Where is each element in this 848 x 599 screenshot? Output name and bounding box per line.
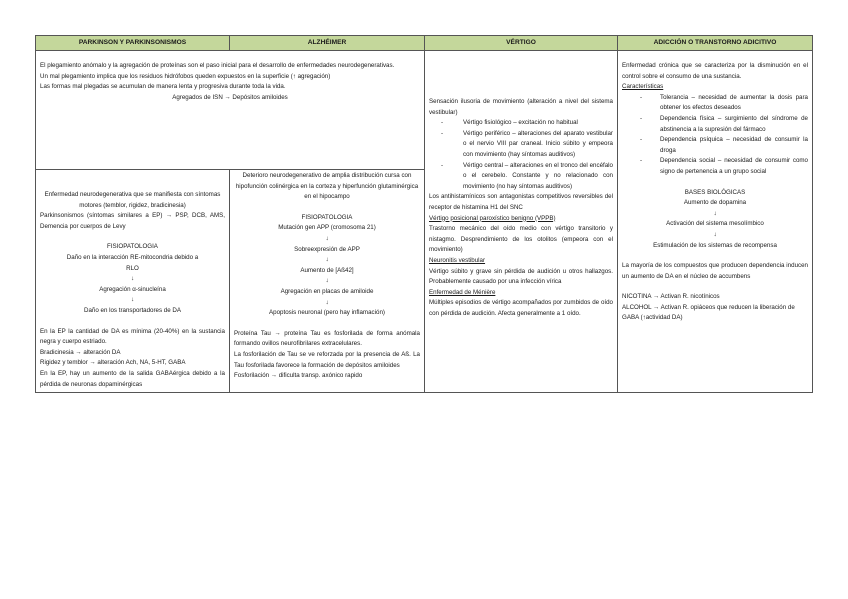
- adiccion-nicotina: NICOTINA → Activan R. nicotínicos: [622, 293, 720, 301]
- caracteristicas-title: Características: [622, 83, 664, 91]
- alzheimer-tau-3: Fosforilación → dificulta transp. axónico rapido: [234, 372, 363, 380]
- alzheimer-fisio-step-1: Mutación gen APP (cromosoma 21): [278, 224, 376, 232]
- shared-paragraph-4: Agregados de ISN → Depósitos amiloides: [172, 93, 288, 101]
- alzheimer-cell: [230, 170, 425, 393]
- parkinsonismos-text: Parkinsonismos (síntomas similares a EP) → PSP, DCB, AMS, Demencia por cuerpos de Levy: [40, 212, 225, 230]
- list-item: - Dependencia psíquica – necesidad de consumir la droga: [660, 135, 808, 156]
- list-item: - Vértigo periférico – alteraciones del aparato vestibular o el nervio VIII par craneal. Inicio súbito y empeora con movimiento (hay síntomas auditivos): [463, 129, 613, 161]
- vertigo-cell: [425, 51, 618, 393]
- header-vertigo: VÉRTIGO: [425, 36, 618, 51]
- neuronitis-title: Neuronitis vestibular: [429, 256, 486, 264]
- list-item: - Dependencia social – necesidad de consumir como signo de pertenencia a un grupo social: [660, 156, 808, 177]
- alzheimer-intro: Deterioro neurodegenerativo de amplia distribución cursa con hipofunción colinérgica en la corteza y hiperfunción glutaminérgica en el hipocampo: [235, 172, 419, 201]
- bases-step-2: Activación del sistema mesolímbico: [666, 220, 764, 228]
- adiccion-mayoria: La mayoría de los compuestos que producen dependencia inducen un aumento de DA en el núcleo de accumbens: [622, 262, 808, 280]
- list-item: - Dependencia física – surgimiento del síndrome de abstinencia a la supresión del fármaco: [660, 114, 808, 135]
- down-arrow: ↓: [130, 296, 135, 304]
- shared-paragraph-1: El plegamiento anómalo y la agregación de proteínas son el paso inicial para el desarrollo de enfermedades neurodegenerativas.: [40, 62, 395, 69]
- down-arrow: ↓: [130, 275, 135, 283]
- shared-intro-cell: [36, 51, 425, 170]
- comparison-table: [35, 35, 813, 393]
- bases-step-3: Estimulación de los sistemas de recompensa: [653, 241, 777, 249]
- bases-title: BASES BIOLÓGICAS: [684, 188, 746, 196]
- down-arrow: ↓: [713, 230, 717, 238]
- parkinson-fisio-title: FISIOPATOLOGIA: [107, 243, 158, 251]
- content-row-1: [36, 51, 813, 170]
- header-row: [36, 36, 813, 51]
- parkinson-ep-2: Bradicinesia → alteración DA: [40, 348, 121, 356]
- down-arrow: ↓: [713, 209, 717, 217]
- vertigo-intro: Sensación ilusoria de movimiento (alteración a nivel del sistema vestibular): [429, 98, 613, 116]
- parkinson-cell: [36, 170, 230, 393]
- meniere-title: Enfermedad de Ménière: [429, 288, 496, 296]
- parkinson-fisio-step-4: Daño en los transportadores de DA: [84, 306, 181, 314]
- parkinson-ep-1: En la EP la cantidad de DA es mínima (20-40%) en la sustancia negra y cuerpo estriado.: [40, 327, 225, 346]
- neuronitis-text: Vértigo súbito y grave sin pérdida de audición u otros hallazgos. Probablemente causado por una infección vírica: [429, 267, 613, 286]
- parkinson-fisio-step-2: RLO: [126, 264, 139, 272]
- parkinson-fisio-step-1: Daño en la interacción RE-mitocondria debido a: [66, 253, 199, 261]
- shared-paragraph-3: Las formas mal plegadas se acumulan de manera lenta y progresiva durante toda la vida.: [40, 83, 286, 91]
- down-arrow: ↓: [325, 298, 329, 306]
- list-item: - Vértigo central – alteraciones en el tronco del encéfalo o el cerebelo. Constante y no relacionado con movimiento (no hay síntomas auditivos): [463, 161, 613, 193]
- meniere-text: Múltiples episodios de vértigo acompañados por zumbidos de oído con pérdida de audición. Afecta generalmente a 1 oído.: [429, 299, 613, 317]
- alzheimer-fisio-step-5: Apoptosis neuronal (pero hay inflamación): [269, 309, 385, 317]
- alzheimer-fisio-title: FISIOPATOLOGIA: [301, 213, 353, 221]
- vppb-title: Vértigo posicional paroxístico benigno (VPPB): [429, 214, 556, 222]
- alzheimer-tau-1: Proteína Tau → proteína Tau es fosforilada de forma anómala formando ovillos neurofibrilares extracelulares.: [234, 329, 420, 348]
- vertigo-types-list: [429, 118, 613, 192]
- parkinson-fisio-step-3: Agregación α-sinucleína: [99, 285, 166, 293]
- down-arrow: ↓: [325, 277, 329, 285]
- alzheimer-fisio-step-4: Agregación en placas de amiloide: [280, 287, 374, 295]
- adiccion-alcohol: ALCOHOL → Activan R. opiáceos que reducen la liberación de GABA (↑actividad DA): [622, 303, 795, 322]
- header-adiccion: ADICCIÓN O TRANSTORNO ADICITIVO: [618, 36, 813, 51]
- shared-paragraph-2: Un mal plegamiento implica que los residuos hidrófobos queden expuestos en la superficie (↑ agregación): [40, 72, 331, 80]
- parkinson-intro: Enfermedad neurodegenerativa que se manifiesta con síntomas motores (temblor, rigidez, bradicinesia): [44, 191, 221, 209]
- alzheimer-fisio-step-3: Aumento de [Aß42]: [300, 266, 354, 274]
- vppb-text: Trastorno mecánico del oído medio con vértigo transitorio y nistagmo. Desprendimiento de los otolitos (empeora con el movimiento): [429, 225, 613, 254]
- alzheimer-tau-2: La fosforilación de Tau se ve reforzada por la presencia de Aß. La Tau fosforilada favorece la formación de depósitos amiloides: [234, 350, 420, 369]
- header-alzheimer: ALZHÉIMER: [230, 36, 425, 51]
- vertigo-antihistamine: Los antihistamínicos son antagonistas competitivos reversibles del receptor de histamina H1 del SNC: [429, 193, 613, 211]
- parkinson-ep-4: En la EP, hay un aumento de la salida GABAérgica debido a la pérdida de neuronas dopaminérgicas: [40, 369, 225, 388]
- adiccion-intro: Enfermedad crónica que se caracteriza por la disminución en el control sobre el consumo de una sustancia.: [622, 62, 808, 80]
- adiccion-cell: [618, 51, 813, 393]
- alzheimer-fisio-step-2: Sobreexpresión de APP: [294, 245, 360, 253]
- header-parkinson: PARKINSON Y PARKINSONISMOS: [36, 36, 230, 51]
- bases-step-1: Aumento de dopamina: [683, 199, 747, 207]
- caracteristicas-list: [622, 93, 808, 178]
- list-item: - Vértigo fisiológico – excitación no habitual: [463, 118, 613, 129]
- list-item: - Tolerancia – necesidad de aumentar la dosis para obtener los efectos deseados: [660, 93, 808, 114]
- down-arrow: ↓: [325, 234, 329, 242]
- parkinson-ep-3: Rigidez y temblor → alteración Ach, NA, 5-HT, GABA: [40, 359, 186, 367]
- down-arrow: ↓: [325, 256, 329, 264]
